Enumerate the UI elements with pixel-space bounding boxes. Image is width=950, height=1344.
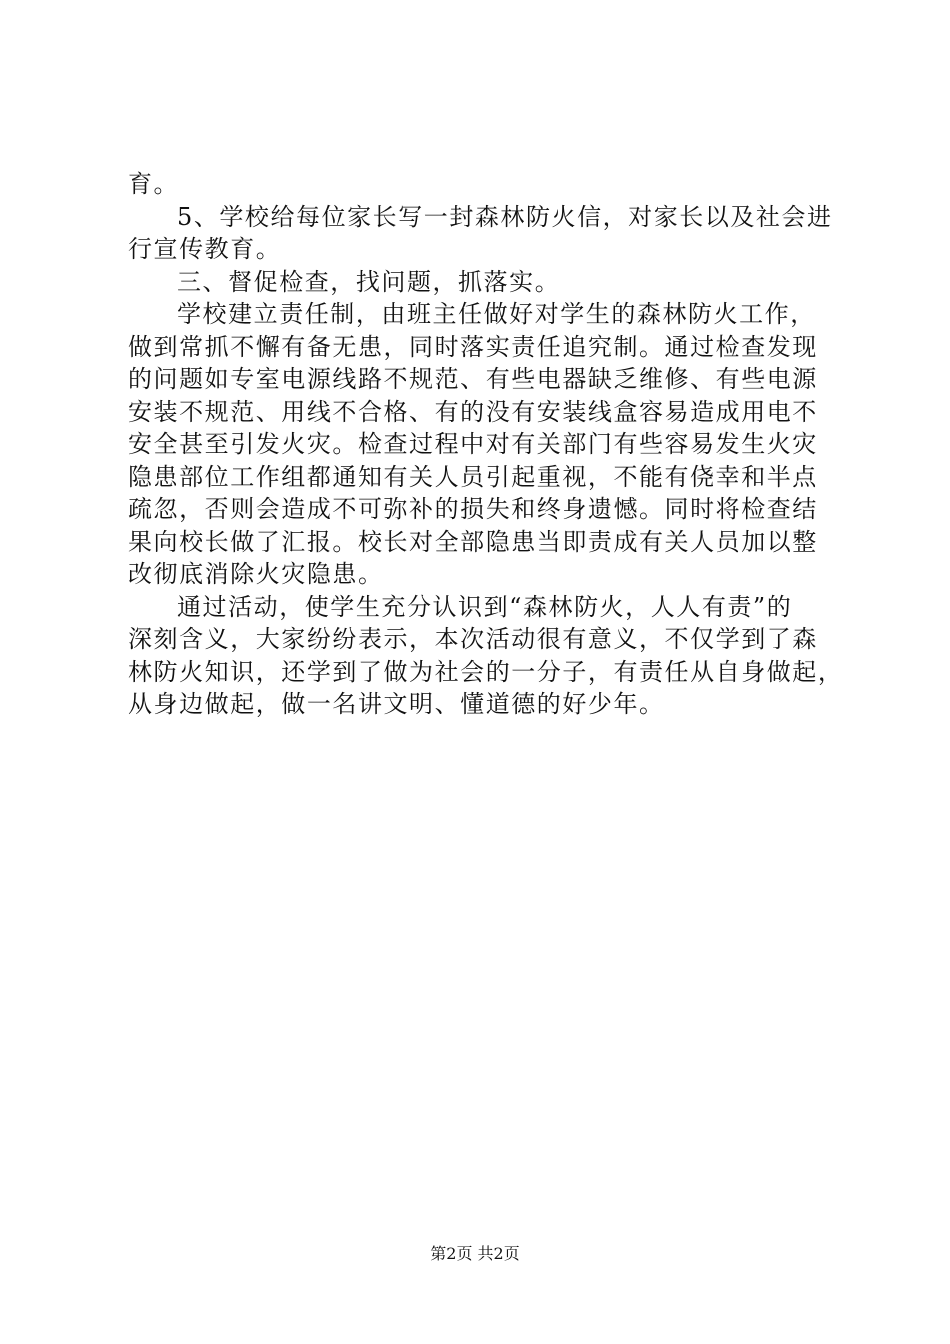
text-line: 改彻底消除火灾隐患。 — [128, 560, 384, 588]
section-heading: 三、督促检查，找问题，抓落实。 — [177, 267, 561, 296]
text-line: 隐患部位工作组都通知有关人员引起重视，不能有侥幸和半点 — [128, 462, 818, 491]
text-line: 通过活动，使学生充分认识到“森林防火，人人有责”的 — [177, 592, 793, 621]
text-line: 安全甚至引发火灾。检查过程中对有关部门有些容易发生火灾 — [128, 430, 818, 458]
document-body — [128, 168, 844, 721]
text-line: 疏忽，否则会造成不可弥补的损失和终身遗憾。同时将检查结 — [128, 495, 818, 523]
text-line: 从身边做起，做一名讲文明、懂道德的好少年。 — [128, 690, 665, 718]
text-line: 学校建立责任制，由班主任做好对学生的森林防火工作， — [177, 300, 816, 328]
text-line: 林防火知识，还学到了做为社会的一分子，有责任从自身做起， — [128, 657, 844, 686]
text-line: 做到常抓不懈有备无患，同时落实责任追究制。通过检查发现 — [128, 332, 818, 361]
text-line: 深刻含义，大家纷纷表示，本次活动很有意义，不仅学到了森 — [128, 625, 818, 653]
text-line: 育。 — [128, 170, 180, 198]
text-line: 5、学校给每位家长写一封森林防火信，对家长以及社会进 — [177, 202, 833, 231]
text-line: 行宣传教育。 — [128, 235, 282, 263]
page-number-footer: 第2页 共2页 — [430, 1244, 520, 1263]
text-line: 的问题如专室电源线路不规范、有些电器缺乏维修、有些电源 — [128, 365, 818, 393]
text-line: 果向校长做了汇报。校长对全部隐患当即责成有关人员加以整 — [128, 527, 818, 556]
text-line: 安装不规范、用线不合格、有的没有安装线盒容易造成用电不 — [128, 397, 818, 426]
